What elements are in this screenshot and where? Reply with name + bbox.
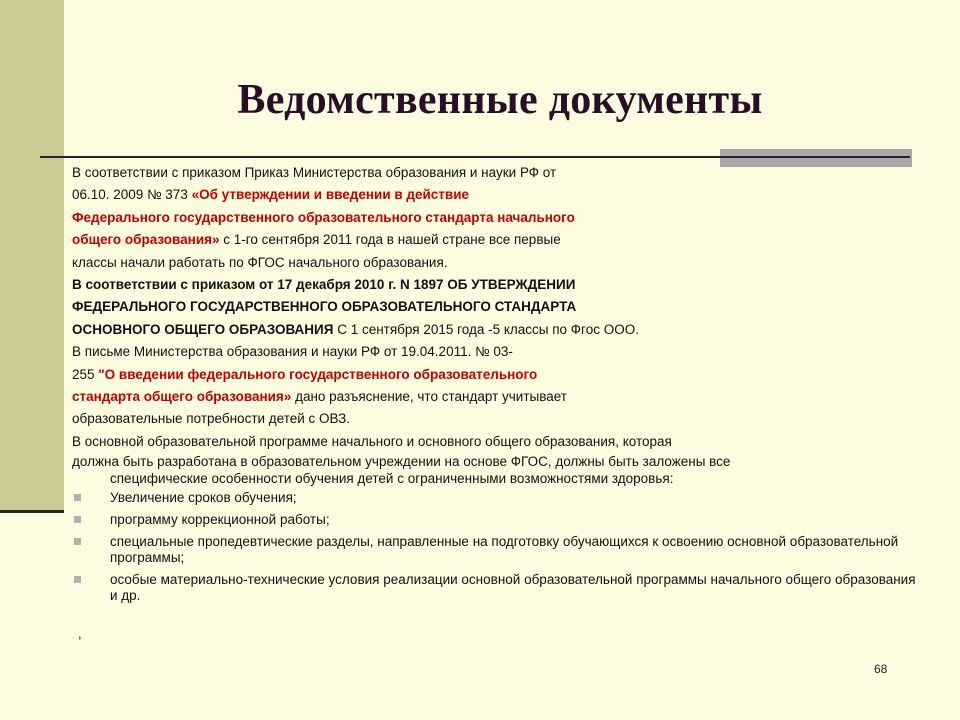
slide-title: Ведомственные документы (237, 77, 763, 123)
list-item-text: Увеличение сроков обучения; (110, 490, 297, 506)
list-item (72, 572, 922, 604)
text-line (72, 408, 922, 430)
text-line (72, 453, 922, 471)
requirements-list (72, 490, 922, 604)
slide-body (72, 162, 922, 604)
list-item (72, 512, 922, 528)
order-reference: В соответствии с приказом от 17 декабря 2010 г. N 1897 ОБ УТВЕРЖДЕНИИ (72, 277, 576, 293)
text-line (72, 229, 922, 251)
text: В письме Министерства образования и науки РФ от 19.04.2011. № 03- (72, 344, 513, 360)
text-line (72, 207, 922, 229)
text: В соответствии с приказом Приказ Министерства образования и науки РФ от (72, 165, 557, 180)
document-title-highlight: Федерального государственного образовательного стандарта начального (72, 209, 575, 225)
square-bullet-icon (74, 516, 81, 523)
square-bullet-icon (74, 538, 81, 545)
left-decor-rule (0, 510, 64, 513)
text-line (72, 162, 922, 184)
page-number: 68 (874, 662, 888, 676)
text-line (72, 319, 922, 341)
text: образовательные потребности детей с ОВЗ. (72, 411, 351, 427)
text-line (72, 431, 922, 453)
text-line (72, 274, 922, 296)
text: специфические особенности обучения детей с ограниченными возможностями здоровья: (110, 471, 674, 487)
text: 06.10. 2009 № 373 (72, 187, 192, 203)
document-title-highlight: стандарта общего образования» (72, 389, 292, 405)
order-reference: ОСНОВНОГО ОБЩЕГО ОБРАЗОВАНИЯ (72, 321, 334, 337)
list-item-text: программу коррекционной работы; (110, 512, 330, 528)
stray-comma: , (78, 626, 82, 641)
text: дано разъяснение, что стандарт учитывает (291, 389, 567, 405)
text-line (72, 184, 922, 206)
text-line (72, 386, 922, 408)
text-line (72, 471, 922, 487)
text-line (72, 252, 922, 274)
list-item-text: специальные пропедевтические разделы, направленные на подготовку обучающихся к освоению основной образовательной программы; (110, 534, 899, 566)
square-bullet-icon (74, 494, 81, 501)
document-title-highlight: "О введении федерального государственного образовательного (98, 366, 538, 382)
document-title-highlight: общего образования» (72, 232, 220, 248)
title-underline (40, 156, 910, 158)
text: С 1 сентября 2015 года -5 классы по Фгос ООО. (333, 321, 639, 337)
square-bullet-icon (74, 576, 81, 583)
text: с 1-го сентября 2011 года в нашей стране все первые (219, 232, 561, 248)
document-title-highlight: «Об утверждении и введении в действие (191, 187, 470, 203)
text: должна быть разработана в образовательном учреждении на основе ФГОС, должны быть заложены все (72, 454, 731, 470)
list-item (72, 534, 922, 566)
list-item (72, 490, 922, 506)
order-reference: ФЕДЕРАЛЬНОГО ГОСУДАРСТВЕННОГО ОБРАЗОВАТЕЛЬНОГО СТАНДАРТА (72, 299, 577, 315)
text: классы начали работать по ФГОС начального образования. (72, 254, 448, 270)
text-line (72, 341, 922, 363)
text-line (72, 296, 922, 318)
text: 255 (72, 366, 99, 382)
text-line (72, 364, 922, 386)
list-item-text: особые материально-технические условия реализации основной образовательной программы начального общего образования и др. (110, 572, 916, 604)
text: В основной образовательной программе начального и основного общего образования, которая (72, 433, 672, 449)
